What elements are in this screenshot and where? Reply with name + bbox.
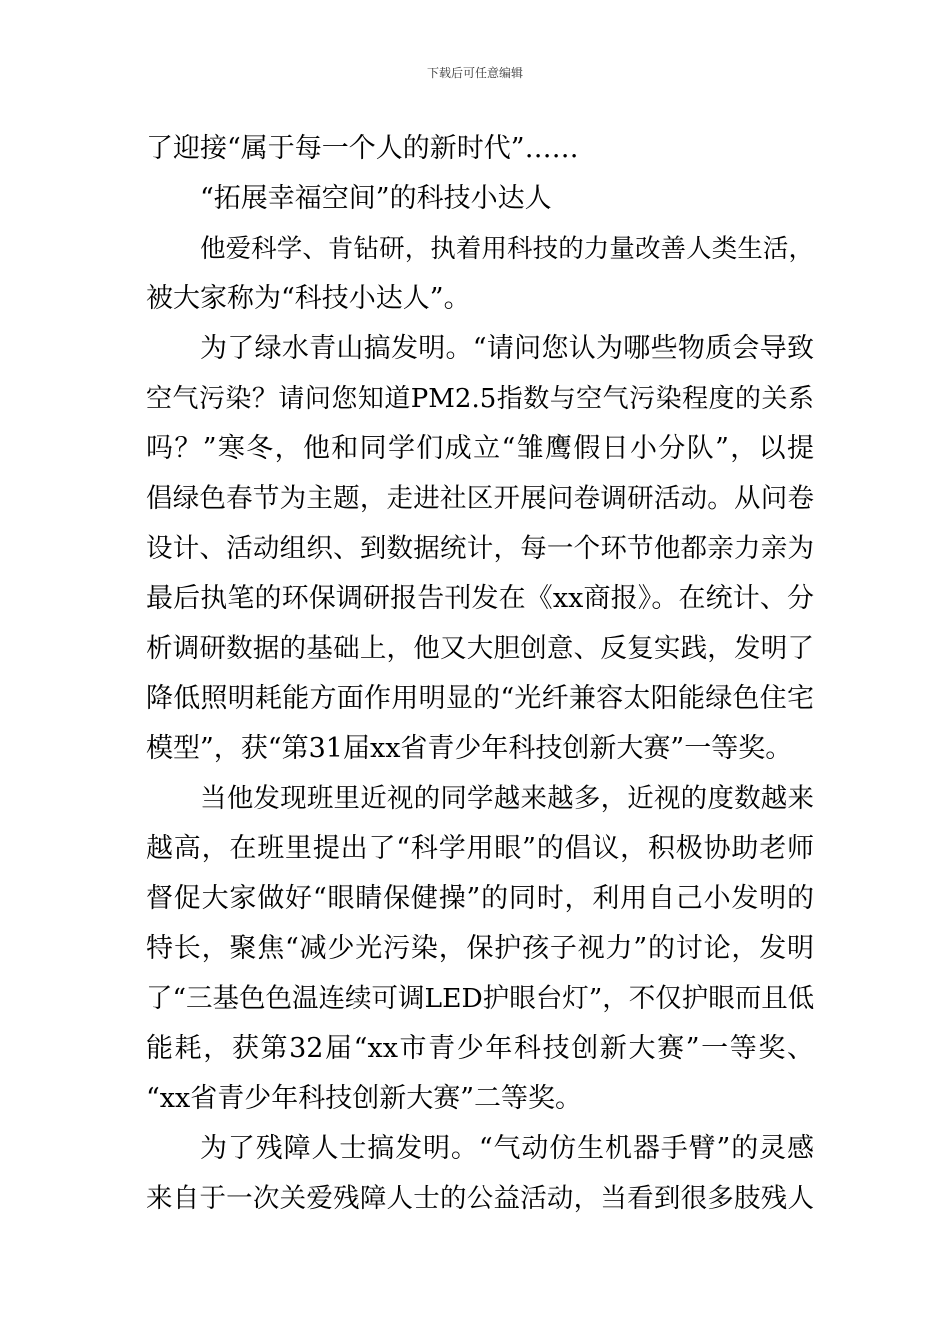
paragraph-line: 督促大家做好“眼睛保健操”的同时，利用自己小发明的: [146, 883, 814, 914]
paragraph-line: 了“三基色色温连续可调LED护眼台灯”，不仅护眼而且低: [146, 983, 815, 1014]
paragraph-line: 倡绿色春节为主题，走进社区开展问卷调研活动。从问卷: [146, 483, 814, 514]
paragraph-line: 当他发现班里近视的同学越来越多，近视的度数越来: [200, 783, 814, 814]
paragraph-line: 模型”，获“第31届xx省青少年科技创新大赛”一等奖。: [146, 733, 793, 764]
paragraph-line: 越高，在班里提出了“科学用眼”的倡议，积极协助老师: [146, 833, 814, 864]
paragraph-line: 吗？”寒冬，他和同学们成立“雏鹰假日小分队”，以提: [146, 433, 814, 464]
paragraph-line: 降低照明耗能方面作用明显的“光纤兼容太阳能绿色住宅: [146, 683, 814, 714]
paragraph-line: 被大家称为“科技小达人”。: [146, 283, 471, 314]
paragraph-line: 了迎接“属于每一个人的新时代”……: [146, 133, 579, 164]
paragraph-line: 能耗，获第32届“xx市青少年科技创新大赛”一等奖、: [146, 1033, 814, 1064]
paragraph-line: 为了绿水青山搞发明。“请问您认为哪些物质会导致: [200, 333, 814, 364]
paragraph-line: 特长，聚焦“减少光污染，保护孩子视力”的讨论，发明: [146, 933, 814, 964]
paragraph-line: 来自于一次关爱残障人士的公益活动，当看到很多肢残人: [146, 1183, 814, 1214]
paragraph-line: 他爱科学、肯钻研，执着用科技的力量改善人类生活，: [200, 234, 814, 264]
paragraph-line: “xx省青少年科技创新大赛”二等奖。: [146, 1083, 583, 1114]
document-body: [146, 124, 814, 1224]
section-heading: “拓展幸福空间”的科技小达人: [200, 183, 552, 214]
paragraph-line: 析调研数据的基础上，他又大胆创意、反复实践，发明了: [146, 633, 814, 664]
paragraph-line: 最后执笔的环保调研报告刊发在《xx商报》。在统计、分: [146, 583, 814, 614]
paragraph-line: 设计、活动组织、到数据统计，每一个环节他都亲力亲为: [146, 533, 814, 564]
page-header-caption: 下载后可任意编辑: [426, 66, 523, 80]
paragraph-line: 为了残障人士搞发明。“气动仿生机器手臂”的灵感: [200, 1133, 814, 1164]
paragraph-line: 空气污染？请问您知道PM2.5指数与空气污染程度的关系: [146, 384, 814, 414]
